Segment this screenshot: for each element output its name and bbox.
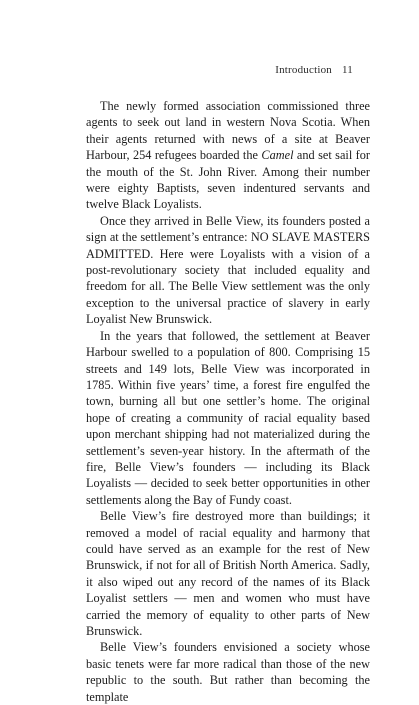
paragraph-text: Belle View’s founders envisioned a society whose basic tenets were far more radical than those of the new republic to the south. But rather than becoming the template	[86, 640, 370, 704]
ship-name: Camel	[261, 148, 294, 163]
paragraph-text: Once they arrived in Belle View, its founders posted a sign at the settlement’s entrance: NO SLAVE MASTERS ADMITTED. Here were Loyalists with a vision of a post-revolutionary society that included equality and freedom for all. The Belle View settlement was the only exception to the universal practice of slavery in early Loyalist New Brunswick.	[86, 213, 370, 327]
paragraph	[86, 639, 370, 705]
section-title: Introduction	[275, 64, 332, 76]
paragraph-text: Belle View’s fire destroyed more than buildings; it removed a model of racial equality and harmony that could have served as an example for the rest of New Brunswick, if not for all of British North America. Sadly, it also wiped out any record of the names of its Black Loyalist settlers — men and women who must have carried the memory of equality to other parts of New Brunswick.	[86, 509, 370, 638]
paragraph	[86, 508, 370, 639]
paragraph	[86, 328, 370, 508]
paragraph-text: and set sail for the mouth of the St. John River. Among their number were eighty Baptists, seven indentured servants and twelve Black Loyalists.	[86, 148, 370, 212]
body-text	[86, 98, 370, 705]
paragraph-text: The newly formed association commissioned three agents to seek out land in western Nova Scotia. When their agents returned with news of a site at Beaver Harbour, 254 refugees boarded the	[86, 99, 370, 163]
page-number: 11	[342, 64, 353, 76]
running-head	[275, 64, 353, 76]
paragraph-text: In the years that followed, the settlement at Beaver Harbour swelled to a population of 800. Comprising 15 streets and 149 lots, Belle View was incorporated in 1785. Within five years’ time, a forest fire engulfed the town, burning all but one settler’s home. The original hope of creating a community of racial equality based upon merchant shipping had not materialized during the settlement’s seven-year history. In the aftermath of the fire, Belle View’s founders — including its Black Loyalists — decided to seek better opportunities in other settlements along the Bay of Fundy coast.	[86, 328, 370, 507]
paragraph	[86, 98, 370, 213]
paragraph	[86, 213, 370, 328]
